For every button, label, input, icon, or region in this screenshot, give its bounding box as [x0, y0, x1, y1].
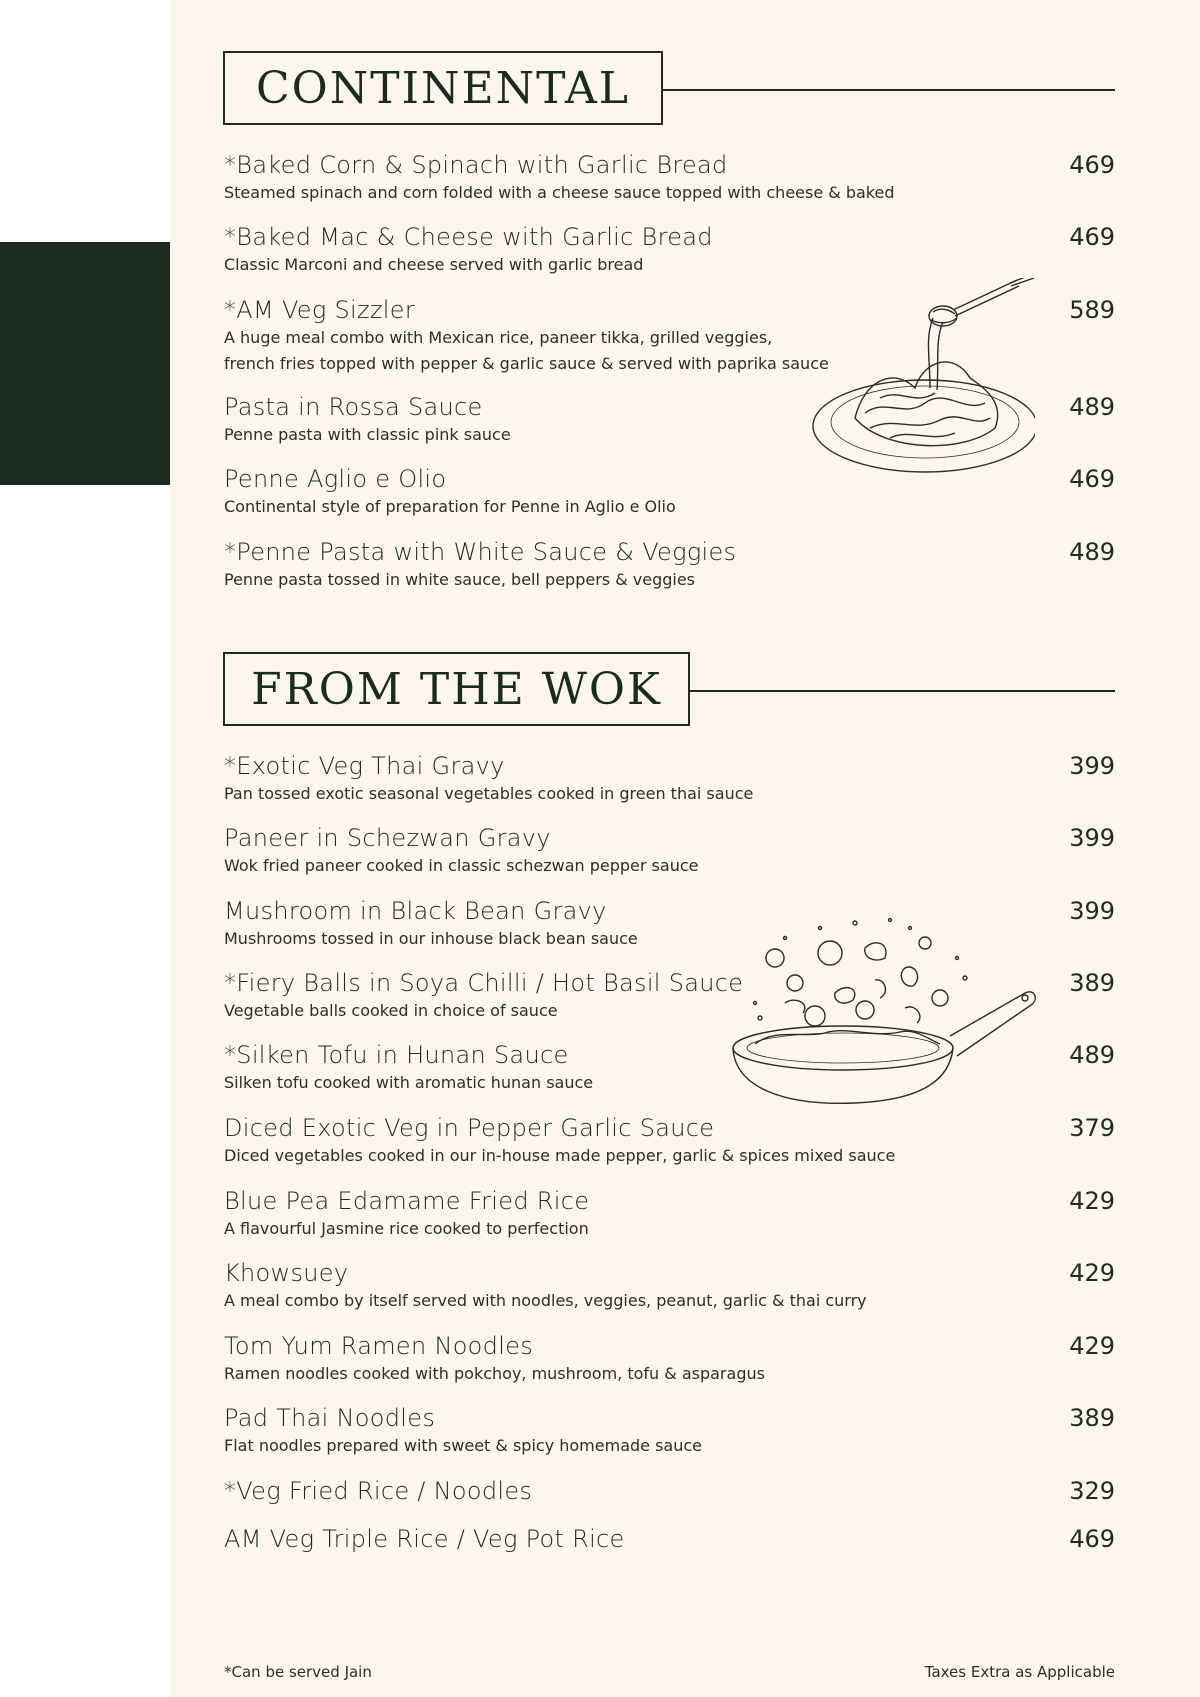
item-price: 399 [1069, 752, 1115, 780]
item-price: 489 [1069, 1041, 1115, 1069]
item-price: 429 [1069, 1187, 1115, 1215]
item-desc: Continental style of preparation for Penne in Aglio e Olio [224, 497, 676, 516]
menu-item [224, 1113, 1114, 1169]
section-title-continental: CONTINENTAL [223, 51, 663, 125]
item-price: 469 [1069, 151, 1115, 179]
menu-item [224, 751, 1114, 807]
item-name: *AM Veg Sizzler [224, 296, 416, 324]
item-price: 469 [1069, 223, 1115, 251]
item-price: 489 [1069, 538, 1115, 566]
pasta-plate-illustration [805, 278, 1035, 488]
menu-item [224, 1524, 1114, 1554]
item-price: 469 [1069, 465, 1115, 493]
menu-item [224, 222, 1114, 278]
item-desc: Wok fried paneer cooked in classic schezwan pepper sauce [224, 856, 699, 875]
item-name: Pad Thai Noodles [224, 1404, 436, 1432]
item-price: 389 [1069, 969, 1115, 997]
item-name: *Exotic Veg Thai Gravy [224, 752, 505, 780]
item-name: *Penne Pasta with White Sauce & Veggies [224, 538, 737, 566]
item-price: 329 [1069, 1477, 1115, 1505]
section-title-from-the-wok: FROM THE WOK [223, 652, 690, 726]
item-name: *Baked Corn & Spinach with Garlic Bread [224, 151, 728, 179]
menu-item [224, 1403, 1114, 1459]
item-name: Khowsuey [224, 1259, 349, 1287]
menu-item [224, 1186, 1114, 1242]
item-name: *Baked Mac & Cheese with Garlic Bread [224, 223, 713, 251]
item-price: 429 [1069, 1259, 1115, 1287]
item-name: Blue Pea Edamame Fried Rice [224, 1187, 590, 1215]
section-rule-continental [663, 89, 1115, 91]
footer-taxes-note: Taxes Extra as Applicable [924, 1663, 1115, 1681]
item-desc: Ramen noodles cooked with pokchoy, mushroom, tofu & asparagus [224, 1364, 765, 1383]
menu-item [224, 823, 1114, 879]
side-accent-block [0, 242, 170, 485]
item-price: 389 [1069, 1404, 1115, 1432]
item-price: 429 [1069, 1332, 1115, 1360]
item-desc: A huge meal combo with Mexican rice, paneer tikka, grilled veggies, [224, 328, 773, 347]
item-name: Tom Yum Ramen Noodles [224, 1332, 534, 1360]
wok-pan-illustration [725, 908, 1040, 1108]
item-desc: Pan tossed exotic seasonal vegetables cooked in green thai sauce [224, 784, 754, 803]
item-name: *Veg Fried Rice / Noodles [224, 1477, 533, 1505]
item-desc: Steamed spinach and corn folded with a cheese sauce topped with cheese & baked [224, 183, 895, 202]
item-name: Diced Exotic Veg in Pepper Garlic Sauce [224, 1114, 715, 1142]
item-price: 469 [1069, 1525, 1115, 1553]
section-rule-wok [690, 690, 1115, 692]
menu-item [224, 537, 1114, 593]
item-desc: french fries topped with pepper & garlic sauce & served with paprika sauce [224, 354, 829, 373]
item-desc: A flavourful Jasmine rice cooked to perfection [224, 1219, 589, 1238]
item-name: *Fiery Balls in Soya Chilli / Hot Basil Sauce [224, 969, 744, 997]
footer-jain-note: *Can be served Jain [224, 1663, 372, 1681]
item-desc: Diced vegetables cooked in our in-house made pepper, garlic & spices mixed sauce [224, 1146, 896, 1165]
item-price: 399 [1069, 897, 1115, 925]
item-desc: Mushrooms tossed in our inhouse black bean sauce [224, 929, 638, 948]
item-desc: A meal combo by itself served with noodles, veggies, peanut, garlic & thai curry [224, 1291, 867, 1310]
item-desc: Penne pasta with classic pink sauce [224, 425, 511, 444]
menu-item [224, 1258, 1114, 1314]
item-name: Penne Aglio e Olio [224, 465, 447, 493]
item-price: 489 [1069, 393, 1115, 421]
item-price: 399 [1069, 824, 1115, 852]
menu-item [224, 1476, 1114, 1506]
item-name: *Silken Tofu in Hunan Sauce [224, 1041, 569, 1069]
item-price: 589 [1069, 296, 1115, 324]
item-desc: Silken tofu cooked with aromatic hunan sauce [224, 1073, 594, 1092]
item-price: 379 [1069, 1114, 1115, 1142]
item-desc: Vegetable balls cooked in choice of sauce [224, 1001, 558, 1020]
item-name: Pasta in Rossa Sauce [224, 393, 483, 421]
item-desc: Classic Marconi and cheese served with garlic bread [224, 255, 644, 274]
item-name: AM Veg Triple Rice / Veg Pot Rice [224, 1525, 625, 1553]
menu-item [224, 150, 1114, 206]
menu-item [224, 1331, 1114, 1387]
item-desc: Flat noodles prepared with sweet & spicy homemade sauce [224, 1436, 703, 1455]
item-name: Mushroom in Black Bean Gravy [224, 897, 607, 925]
item-desc: Penne pasta tossed in white sauce, bell peppers & veggies [224, 570, 695, 589]
item-name: Paneer in Schezwan Gravy [224, 824, 551, 852]
